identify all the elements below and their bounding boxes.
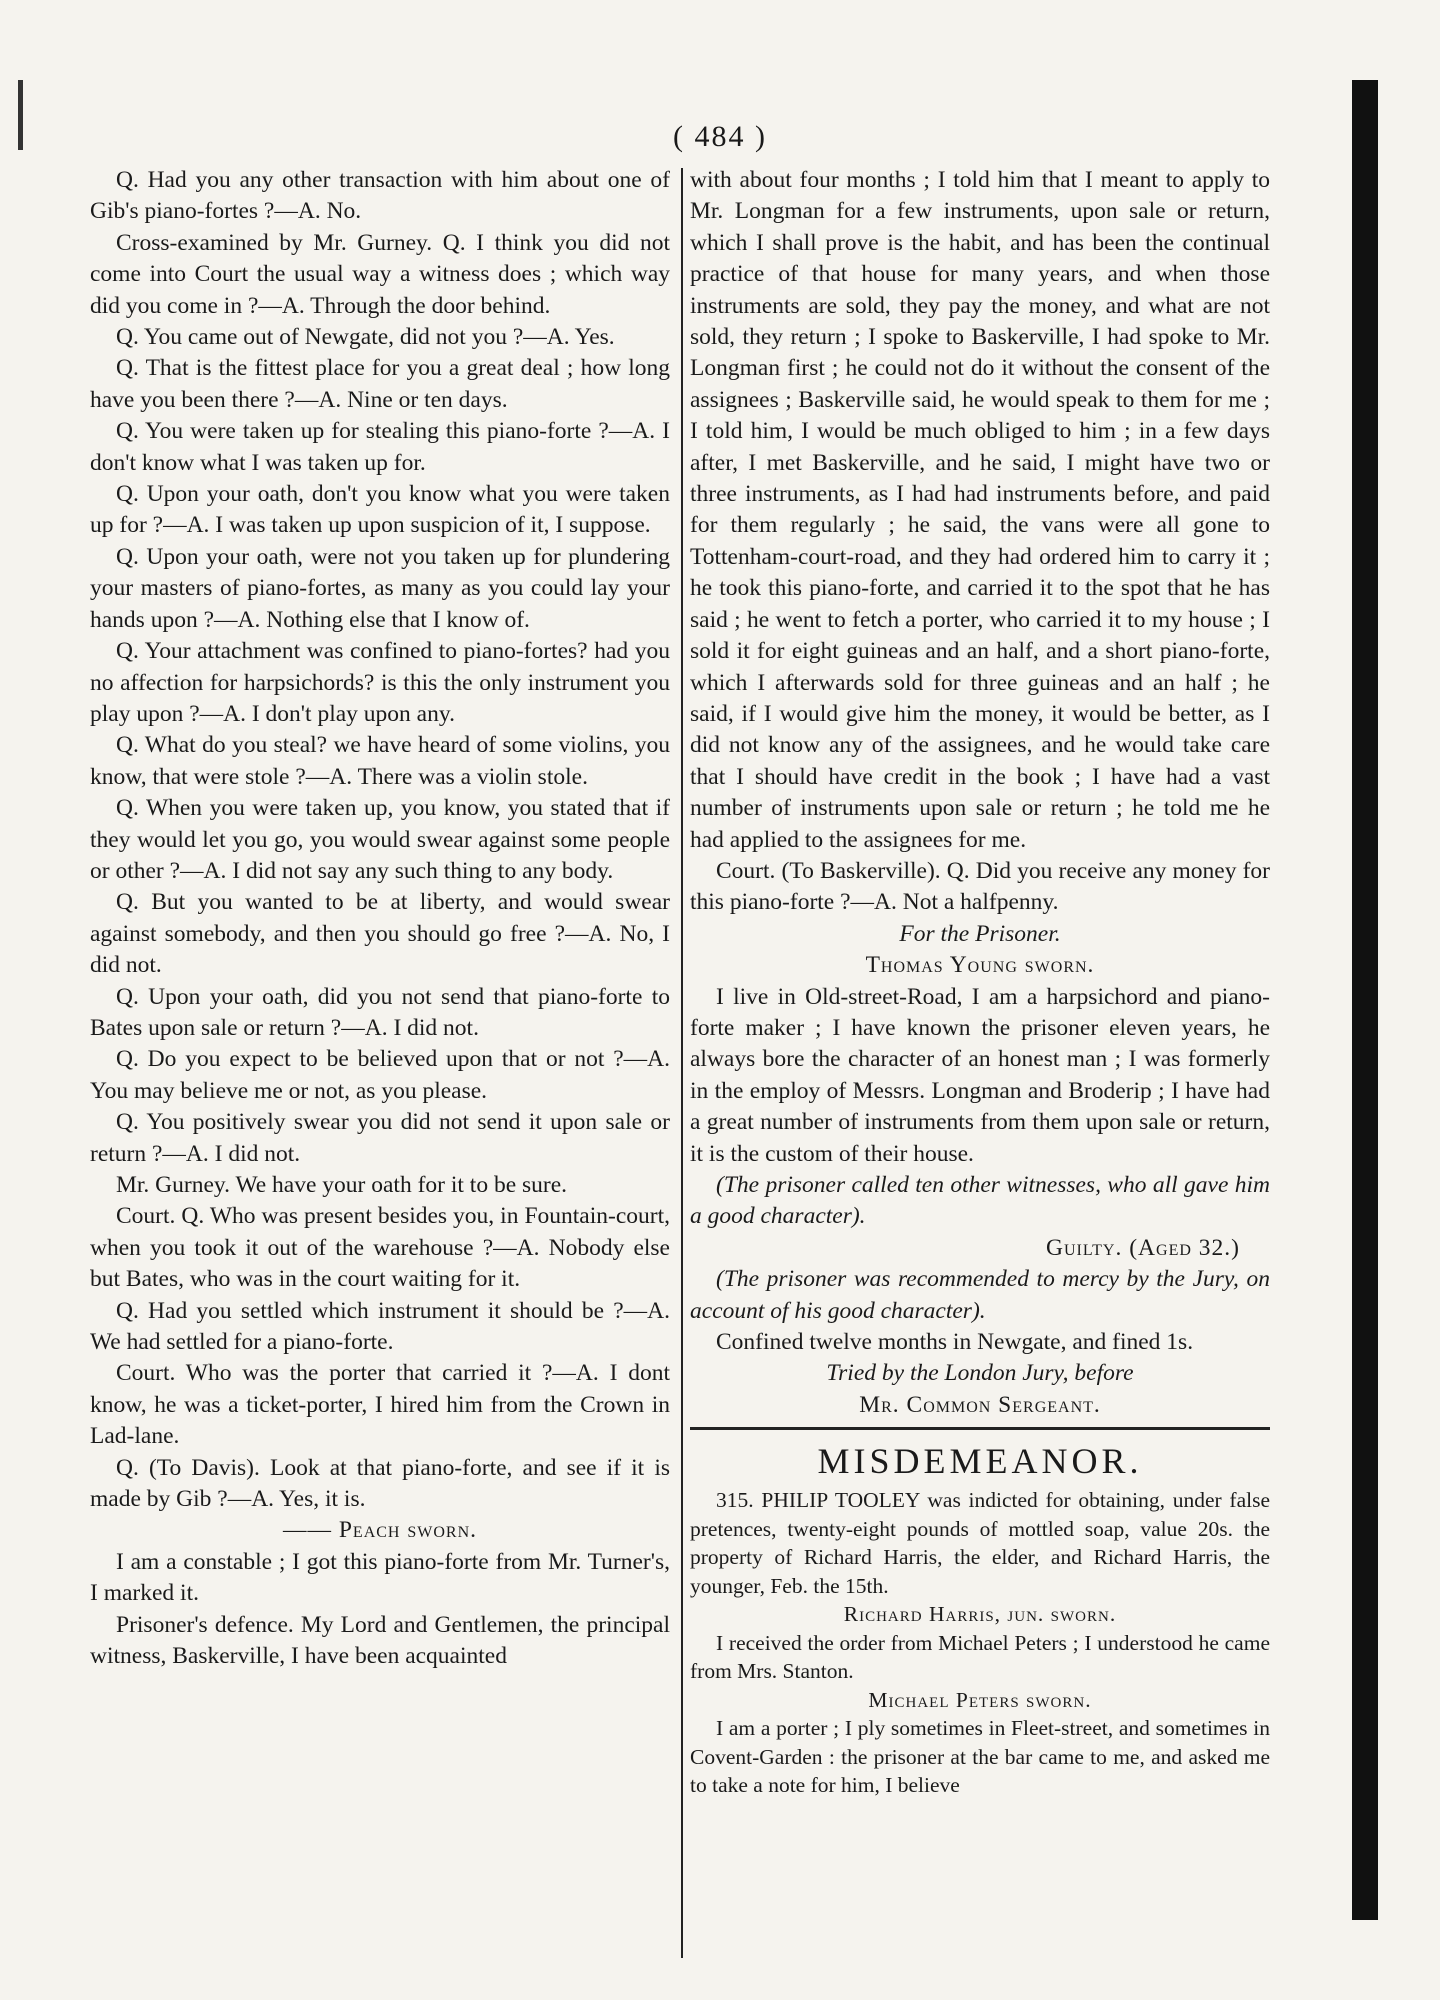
page-number: ( 484 ) (673, 120, 767, 153)
paragraph: Q. When you were taken up, you know, you stated that if they would let you go, you would swear against some people or other ?—A. I did not say any such thing to any body. (90, 795, 670, 884)
paragraph: Mr. Common Sergeant. (859, 1391, 1101, 1418)
section-rule (690, 1427, 1270, 1430)
paragraph: Q. Upon your oath, were not you taken up for plundering your masters of piano-fortes, as many as you could lay your hands upon ?—A. Nothing else that I know of. (90, 543, 670, 633)
paragraph: Q. Upon your oath, don't you know what you were taken up for ?—A. I was taken up upon suspicion of it, I suppose. (90, 481, 670, 539)
paragraph: Thomas Young sworn. (865, 952, 1095, 979)
paragraph: Q. Do you expect to be believed upon that or not ?—A. You may believe me or not, as you please. (90, 1046, 670, 1104)
paragraph: Q. What do you steal? we have heard of some violins, you know, that were stole ?—A. There was a violin stole. (90, 732, 670, 790)
paragraph: Q. You positively swear you did not send it upon sale or return ?—A. I did not. (90, 1109, 670, 1167)
paragraph: Confined twelve months in Newgate, and fined 1s. (716, 1329, 1194, 1356)
paragraph: with about four months ; I told him that I meant to apply to Mr. Longman for a few instruments, upon sale or return, which I shall prove is the habit, and has been the continual practice of that house for many years, and when those instruments are sold, they pay the money, and what are not sold, they return ; I spoke to Baskerville, I had spoke to Mr. Longman first ; he could not do it without the consent of the assignees ; Baskerville said, he would speak to them for me ; I told him, I would be much obliged to him ; in a few days after, I met Baskerville, and he said, I might have two or three instruments, as I had had instruments before, and paid for them regularly ; he said, the vans were all gone to Tottenham-court-road, and they had ordered him to carry it ; he took this piano-forte, and carried it to the spot that he has said ; he went to fetch a porter, who carried it to my house ; I sold it for eight guineas and an half, and a short piano-forte, which I afterwards sold for three guineas and an half ; he said, if I would give him the money, it would be better, as I did not know any of the assignees, and he would take care that I should have credit in the book ; I have had a vast number of instruments upon sale or return ; he told me he had applied to the assignees for me. (690, 167, 1270, 853)
paragraph: Mr. Gurney. We have your oath for it to be sure. (116, 1172, 568, 1198)
paragraph: Court. (To Baskerville). Q. Did you receive any money for this piano-forte ?—A. Not a halfpenny. (690, 857, 1270, 916)
paragraph: I received the order from Michael Peters ; I understood he came from Mrs. Stanton. (690, 1630, 1270, 1684)
paragraph: For the Prisoner. (899, 920, 1061, 947)
paragraph: Q. Had you any other transaction with him about one of Gib's piano-fortes ?—A. No. (90, 167, 670, 225)
paragraph: Court. Q. Who was present besides you, in Fountain-court, when you took it out of the warehouse ?—A. Nobody else but Bates, who was in the court waiting for it. (90, 1203, 670, 1293)
paragraph: Q. That is the fittest place for you a great deal ; how long have you been there ?—A. Nine or ten days. (90, 355, 670, 413)
paragraph: Court. Who was the porter that carried it ?—A. I dont know, he was a ticket-porter, I hired him from the Crown in Lad-lane. (90, 1360, 670, 1450)
column-divider (681, 168, 683, 1958)
paragraph: I am a constable ; I got this piano-forte from Mr. Turner's, I marked it. (90, 1548, 670, 1607)
paragraph: Richard Harris, jun. sworn. (843, 1602, 1117, 1627)
paragraph: Prisoner's defence. My Lord and Gentlemen, the principal witness, Baskerville, I have been acquainted (90, 1611, 670, 1670)
paragraph: (The prisoner was recommended to mercy by the Jury, on account of his good character). (690, 1266, 1270, 1324)
left-column (90, 165, 670, 1673)
paragraph: Q. You came out of Newgate, did not you ?—A. Yes. (116, 324, 615, 351)
paragraph: 315. PHILIP TOOLEY was indicted for obtaining, under false pretences, twenty-eight pounds of mottled soap, value 20s. the property of Richard Harris, the elder, and Richard Harris, the younger, Feb. the 15th. (690, 1488, 1270, 1598)
section-heading: MISDEMEANOR. (817, 1441, 1143, 1482)
paragraph: Q. You were taken up for stealing this piano-forte ?—A. I don't know what I was taken up for. (90, 418, 670, 476)
paragraph: I am a porter ; I ply sometimes in Fleet-street, and sometimes in Covent-Garden : the prisoner at the bar came to me, and asked me to take a note for him, I believe (690, 1716, 1270, 1798)
right-column (690, 165, 1270, 1800)
paragraph: Q. Had you settled which instrument it should be ?—A. We had settled for a piano-forte. (90, 1297, 670, 1356)
paragraph: Q. (To Davis). Look at that piano-forte, and see if it is made by Gib ?—A. Yes, it is. (90, 1454, 670, 1513)
paragraph: I live in Old-street-Road, I am a harpsichord and piano-forte maker ; I have known the prisoner eleven years, he always bore the character of an honest man ; I was formerly in the employ of Messrs. Longman and Broderip ; I have had a great number of instruments from them upon sale or return, it is the custom of their house. (690, 983, 1270, 1167)
paragraph: Tried by the London Jury, before (826, 1360, 1134, 1387)
paragraph: Q. But you wanted to be at liberty, and would swear against somebody, and then you should go free ?—A. No, I did not. (90, 889, 670, 979)
paragraph: Q. Your attachment was confined to piano-fortes? had you no affection for harpsichords? is this the only instrument you play upon ?—A. I don't play upon any. (90, 638, 670, 727)
paragraph: Cross-examined by Mr. Gurney. Q. I think you did not come into Court the usual way a witness does ; which way did you come in ?—A. Through the door behind. (90, 229, 670, 319)
paragraph: —— Peach sworn. (282, 1517, 478, 1544)
paragraph: Guilty. (Aged 32.) (1046, 1234, 1240, 1261)
paragraph: Michael Peters sworn. (868, 1687, 1092, 1712)
page-edge-shadow (1352, 80, 1378, 1920)
paragraph: (The prisoner called ten other witnesses, who all gave him a good character). (690, 1172, 1270, 1230)
paragraph: Q. Upon your oath, did you not send that piano-forte to Bates upon sale or return ?—A. I did not. (90, 983, 670, 1041)
